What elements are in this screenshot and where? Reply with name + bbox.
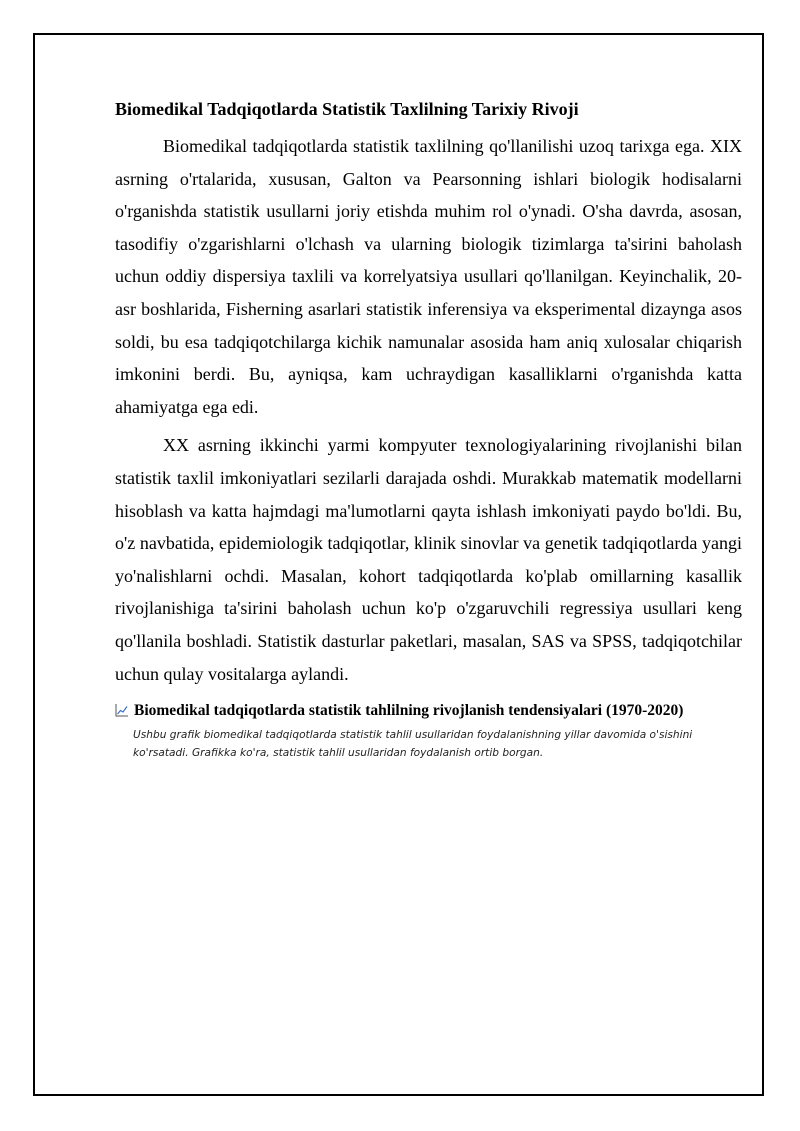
chart-note: Ushbu grafik biomedikal tadqiqotlarda statistik tahlil usullaridan foydalanishning yillar davomida o'sishini ko'rsatadi. Grafikka ko'ra, statistik tahlil usullaridan foydalanish ortib borgan. xyxy=(133,729,693,760)
paragraph-history: Biomedikal tadqiqotlarda statistik taxlilning qo'llanilishi uzoq tarixga ega. XIX asrning o'rtalarida, xususan, Galton va Pearsonning ishlari biologik hodisalarni o'rganishda statistik usullarni joriy etishda muhim rol o'ynadi. O'sha davrda, asosan, tasodifiy o'zgarishlarni o'lchash va ularning biologik tizimlarga ta'sirini baholash uchun oddiy dispersiya taxlili va korrelyatsiya usullari qo'llanilgan. Keyinchalik, 20-asr boshlarida, Fisherning asarlari statistik inferensiya va eksperimental dizaynga asos soldi, bu esa tadqiqotchilarga kichik namunalar asosida ham aniq xulosalar chiqarish imkonini berdi. Bu, ayniqsa, kam uchraydigan kasalliklarni o'rganishda katta ahamiyatga ega edi. xyxy=(115,136,742,417)
paragraph-computing: XX asrning ikkinchi yarmi kompyuter texnologiyalarining rivojlanishi bilan statistik taxlil imkoniyatlari sezilarli darajada oshdi. Murakkab matematik modellarni hisoblash va katta hajmdagi ma'lumotlarni qayta ishlash imkoniyati paydo bo'ldi. Bu, o'z navbatida, epidemiologik tadqiqotlar, klinik sinovlar va genetik tadqiqotlarda yangi yo'nalishlarni ochdi. Masalan, kohort tadqiqotlarda ko'plab omillarning kasallik rivojlanishiga ta'sirini baholash uchun ko'p o'zgaruvchili regressiya usullari keng qo'llanila boshladi. Statistik dasturlar paketlari, masalan, SAS va SPSS, tadqiqotchilar uchun qulay vositalarga aylandi. xyxy=(115,435,742,684)
document-body xyxy=(115,96,742,762)
chart-line-icon xyxy=(115,703,129,717)
chart-caption-text: Biomedikal tadqiqotlarda statistik tahlilning rivojlanish tendensiyalari (1970-2020) xyxy=(134,702,684,720)
document-title: Biomedikal Tadqiqotlarda Statistik Taxlilning Tarixiy Rivoji xyxy=(115,99,579,119)
chart-caption xyxy=(115,700,742,722)
